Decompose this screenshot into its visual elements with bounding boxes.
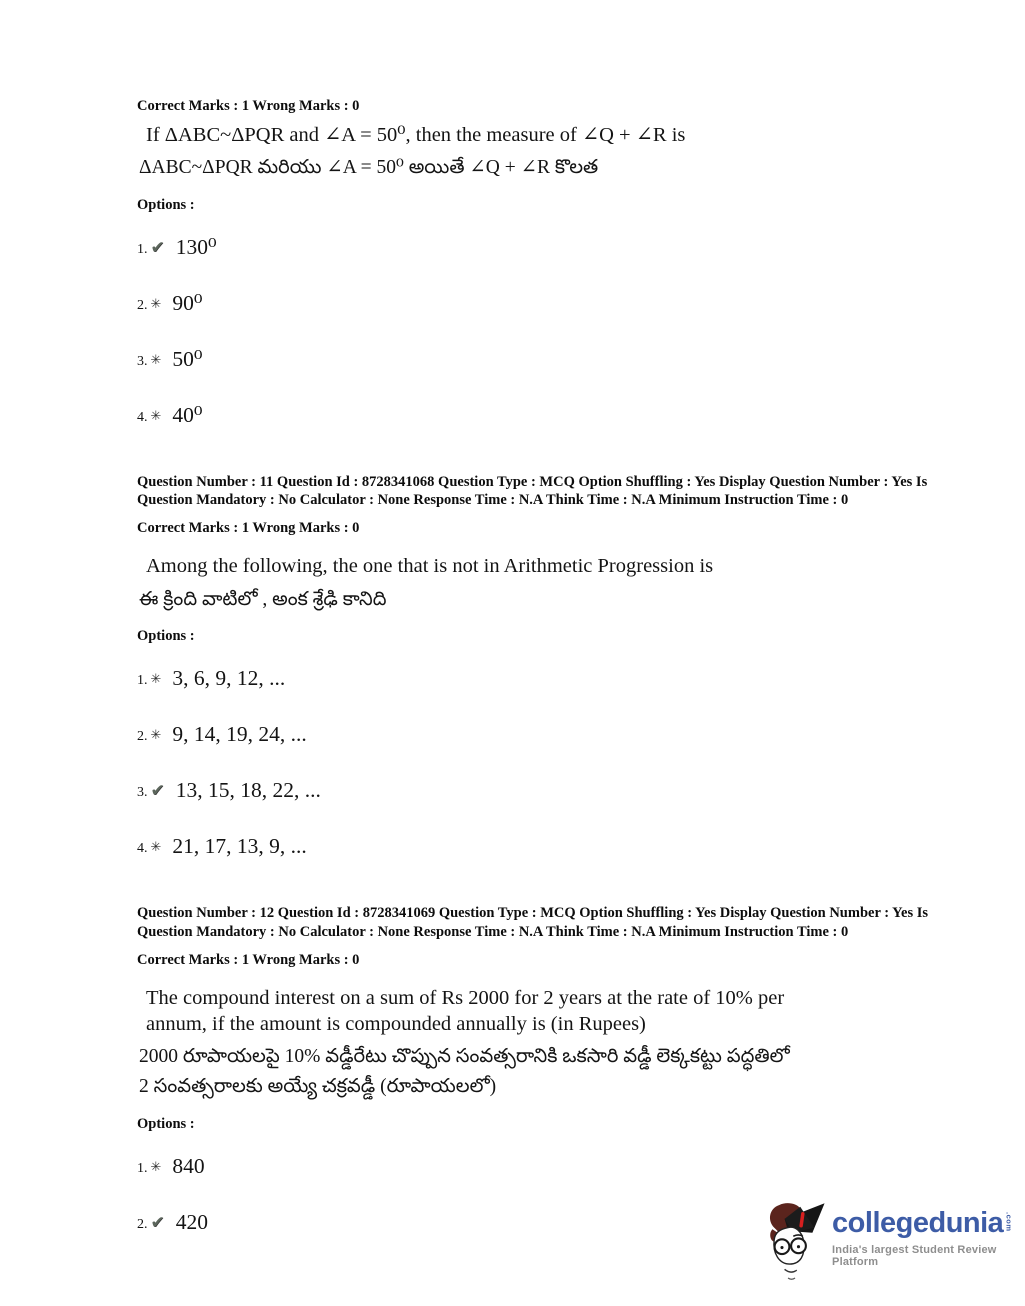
option-value: 130⁰ (175, 235, 217, 260)
wrong-mark-icon: ✳ (150, 408, 162, 424)
wrong-mark-icon: ✳ (150, 727, 162, 743)
option-value: 3, 6, 9, 12, ... (172, 666, 286, 691)
wrong-mark-icon: ✳ (150, 1159, 162, 1175)
option-number: 3. (137, 784, 148, 800)
option-number: 2. (137, 728, 148, 744)
options-label: Options : (137, 627, 195, 644)
option-row (137, 341, 975, 372)
correct-mark-icon: ✔ (150, 780, 165, 801)
brand-wordmark: collegedunia (832, 1206, 1004, 1239)
option-value: 21, 17, 13, 9, ... (172, 834, 307, 859)
wrong-mark-icon: ✳ (150, 839, 162, 855)
option-number: 4. (137, 409, 148, 425)
question-text-telugu: ఈ క్రింది వాటిలో , అంక శ్రేఢి కానిది (139, 588, 387, 610)
options-label: Options : (137, 196, 195, 213)
options-label: Options : (137, 1115, 195, 1132)
question-text-telugu: 2000 రూపాయలపై 10% వడ్డీరేటు చొప్పున సంవత్సరానికి ఒకసారి వడ్డీ లెక్కకట్టు పద్ధతిలో 2 సంవత్సరాలకు అయ్యే చక్రవడ్డీ (రూపాయలలో) (139, 1046, 790, 1098)
option-number: 1. (137, 672, 148, 688)
question-block-10 (137, 97, 975, 428)
option-value: 420 (175, 1210, 208, 1235)
wrong-mark-icon: ✳ (150, 352, 162, 368)
collegedunia-logo (762, 1188, 1018, 1288)
option-value: 840 (172, 1154, 205, 1179)
question-meta-line: Question Number : 11 Question Id : 8728341068 Question Type : MCQ Option Shuffling : Yes Display Question Number : Yes Is Question Mandatory : No Calculator : None Response Time : N.A Think Time : N.A Minimum Instruction Time : 0 (137, 473, 928, 509)
correct-mark-icon: ✔ (150, 237, 165, 258)
option-row (137, 716, 975, 747)
option-row (137, 660, 975, 691)
question-text-english: The compound interest on a sum of Rs 2000 for 2 years at the rate of 10% per annum, if the amount is compounded annually is (in Rupees) (146, 986, 785, 1035)
question-text-telugu: ΔABC~ΔPQR మరియు ∠A = 50⁰ అయితే ∠Q + ∠R కొలత (139, 157, 599, 179)
question-block-12 (137, 904, 975, 1235)
wrong-mark-icon: ✳ (150, 296, 162, 312)
option-row (137, 397, 975, 428)
option-number: 2. (137, 1216, 148, 1232)
marks-line: Correct Marks : 1 Wrong Marks : 0 (137, 520, 360, 537)
correct-mark-icon: ✔ (150, 1212, 165, 1233)
brand-tagline: India's largest Student Review Platform (832, 1243, 997, 1268)
option-value: 9, 14, 19, 24, ... (172, 722, 307, 747)
question-meta-line: Question Number : 12 Question Id : 8728341069 Question Type : MCQ Option Shuffling : Yes Display Question Number : Yes Is Question Mandatory : No Calculator : None Response Time : N.A Think Time : N.A Minimum Instruction Time : 0 (137, 904, 929, 940)
brand-text (832, 1206, 1018, 1268)
marks-line: Correct Marks : 1 Wrong Marks : 0 (137, 951, 360, 968)
option-value: 40⁰ (172, 403, 203, 428)
option-value: 50⁰ (172, 347, 203, 372)
option-row (137, 285, 975, 316)
option-number: 1. (137, 1160, 148, 1176)
option-number: 2. (137, 297, 148, 313)
question-text-english: Among the following, the one that is not in Arithmetic Progression is (146, 555, 714, 578)
option-row (137, 1148, 975, 1179)
option-number: 3. (137, 353, 148, 369)
option-row (137, 828, 975, 859)
wrong-mark-icon: ✳ (150, 671, 162, 687)
collegedunia-mascot-icon (762, 1188, 828, 1288)
option-value: 90⁰ (172, 291, 203, 316)
marks-line: Correct Marks : 1 Wrong Marks : 0 (137, 98, 360, 114)
option-number: 1. (137, 241, 148, 257)
question-block-11 (137, 473, 975, 859)
option-number: 4. (137, 840, 148, 856)
brand-domain: .com (1004, 1211, 1014, 1232)
question-text-english: If ΔABC~ΔPQR and ∠A = 50⁰, then the measure of ∠Q + ∠R is (146, 124, 686, 147)
option-row (137, 772, 975, 803)
option-value: 13, 15, 18, 22, ... (175, 778, 321, 803)
option-row (137, 229, 975, 260)
